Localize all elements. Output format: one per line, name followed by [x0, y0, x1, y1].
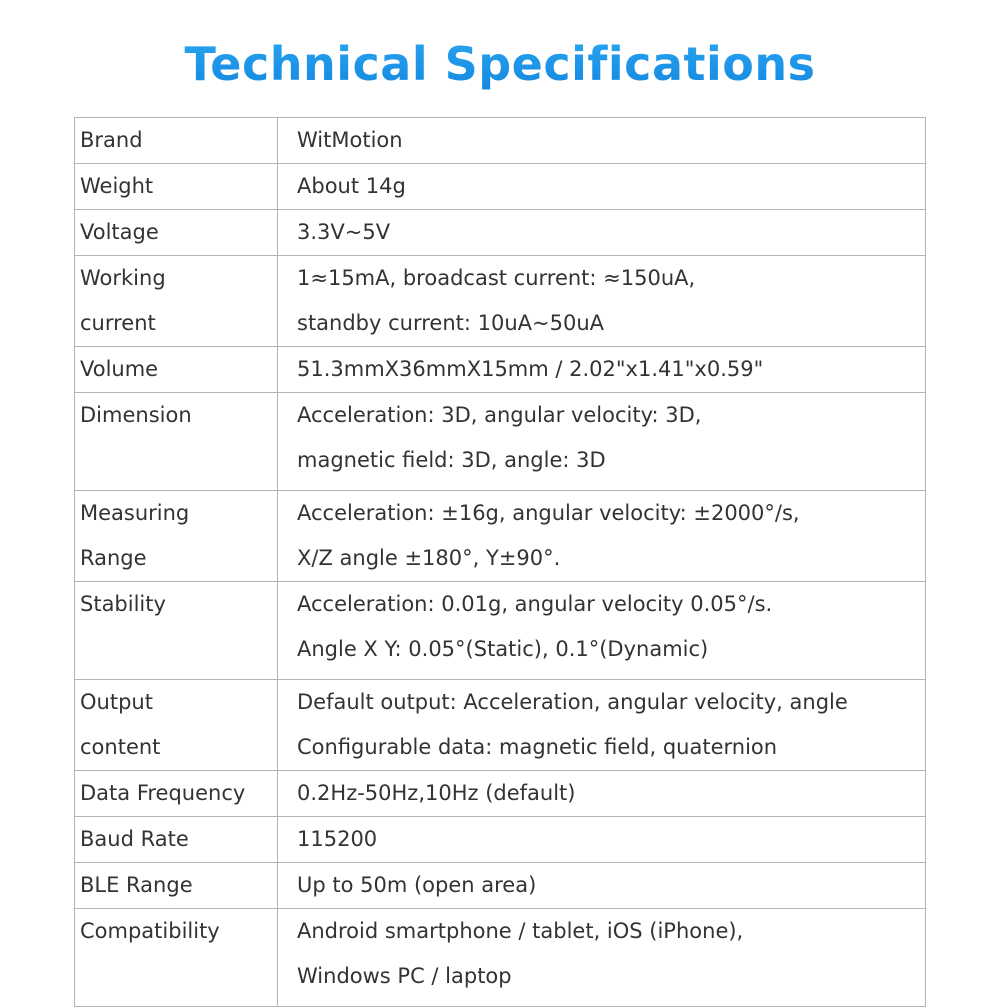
spec-value-line: WitMotion [297, 128, 403, 152]
spec-label-line: Brand [80, 128, 143, 152]
spec-label [75, 347, 278, 393]
table-row-output-content [75, 680, 926, 771]
spec-label-line: Range [80, 546, 147, 570]
spec-value-line: Configurable data: magnetic field, quaternion [297, 735, 778, 759]
spec-value [278, 863, 926, 909]
spec-label [75, 164, 278, 210]
spec-value-line: Acceleration: ±16g, angular velocity: ±2000°/s, [297, 501, 800, 525]
spec-value [278, 491, 926, 582]
spec-value [278, 347, 926, 393]
spec-label [75, 210, 278, 256]
spec-label-line: Weight [80, 174, 154, 198]
spec-label-line: Data Frequency [80, 781, 246, 805]
spec-label [75, 582, 278, 680]
spec-label-line: Dimension [80, 403, 192, 427]
table-row-baud-rate [75, 817, 926, 863]
spec-value-line: About 14g [297, 174, 406, 198]
table-row-volume [75, 347, 926, 393]
spec-value-line: 51.3mmX36mmX15mm / 2.02"x1.41"x0.59" [297, 357, 764, 381]
spec-label [75, 393, 278, 491]
table-row-ble-range [75, 863, 926, 909]
spec-value-line: Acceleration: 0.01g, angular velocity 0.05°/s. [297, 592, 773, 616]
spec-label [75, 680, 278, 771]
table-row-brand [75, 118, 926, 164]
spec-label-line: current [80, 311, 156, 335]
spec-label-line: Stability [80, 592, 166, 616]
page-title: Technical Specifications [0, 34, 1000, 94]
spec-value [278, 582, 926, 680]
spec-value [278, 256, 926, 347]
spec-value-line: magnetic field: 3D, angle: 3D [297, 448, 606, 472]
table-row-working-current [75, 256, 926, 347]
spec-value-line: 3.3V~5V [297, 220, 391, 244]
spec-value [278, 817, 926, 863]
table-row-weight [75, 164, 926, 210]
table-row-data-frequency [75, 771, 926, 817]
table-row-dimension [75, 393, 926, 491]
spec-label [75, 491, 278, 582]
spec-label [75, 256, 278, 347]
spec-value-line: 1≈15mA, broadcast current: ≈150uA, [297, 266, 696, 290]
spec-label-line: Compatibility [80, 919, 220, 943]
spec-label [75, 771, 278, 817]
spec-value-line: 0.2Hz-50Hz,10Hz (default) [297, 781, 576, 805]
spec-label-line: Working [80, 266, 166, 290]
table-row-compatibility [75, 909, 926, 1007]
spec-value-line: Up to 50m (open area) [297, 873, 537, 897]
spec-value [278, 680, 926, 771]
spec-value-line: X/Z angle ±180°, Y±90°. [297, 546, 561, 570]
spec-value-line: standby current: 10uA~50uA [297, 311, 605, 335]
spec-label-line: BLE Range [80, 873, 193, 897]
table-row-stability [75, 582, 926, 680]
spec-value-line: Windows PC / laptop [297, 964, 512, 988]
table-row-measuring-range [75, 491, 926, 582]
spec-value [278, 393, 926, 491]
spec-value-line: 115200 [297, 827, 378, 851]
spec-value [278, 210, 926, 256]
spec-label [75, 863, 278, 909]
spec-value [278, 118, 926, 164]
spec-label-line: Measuring [80, 501, 190, 525]
spec-label-line: Output [80, 690, 153, 714]
spec-value-line: Android smartphone / tablet, iOS (iPhone), [297, 919, 744, 943]
spec-value-line: Default output: Acceleration, angular velocity, angle [297, 690, 848, 714]
spec-label-line: Voltage [80, 220, 159, 244]
spec-label-line: Baud Rate [80, 827, 189, 851]
spec-value-line: Acceleration: 3D, angular velocity: 3D, [297, 403, 702, 427]
spec-value-line: Angle X Y: 0.05°(Static), 0.1°(Dynamic) [297, 637, 709, 661]
table-row-voltage [75, 210, 926, 256]
spec-label-line: content [80, 735, 161, 759]
spec-value [278, 164, 926, 210]
spec-table [74, 117, 926, 1007]
spec-label-line: Volume [80, 357, 159, 381]
spec-label [75, 817, 278, 863]
spec-value [278, 909, 926, 1007]
spec-label [75, 909, 278, 1007]
spec-label [75, 118, 278, 164]
spec-value [278, 771, 926, 817]
